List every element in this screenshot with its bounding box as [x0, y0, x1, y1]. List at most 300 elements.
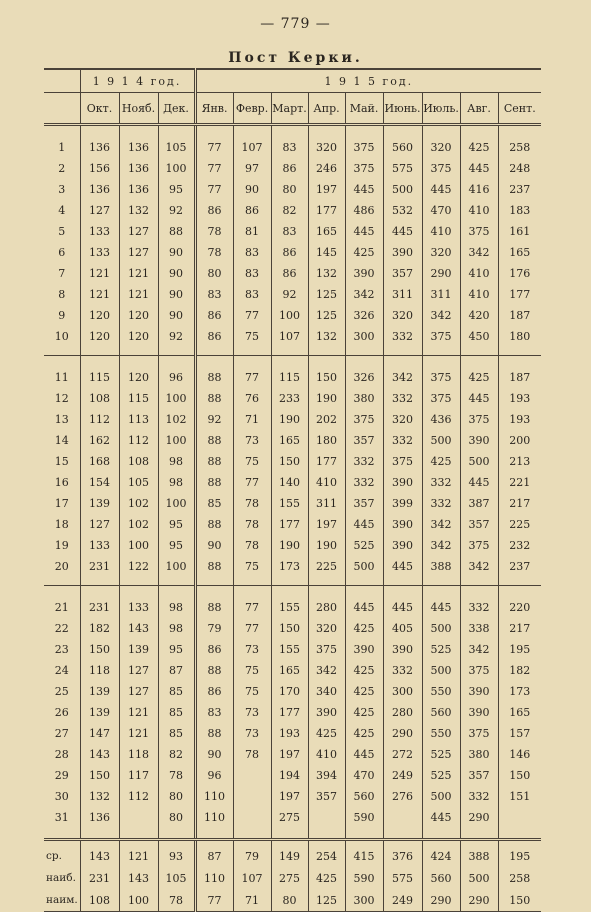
- table-cell: 332: [345, 451, 383, 472]
- table-cell: 110: [195, 807, 233, 840]
- table-cell: 133: [80, 535, 119, 556]
- row-label: 2: [58, 162, 66, 175]
- row-label: 31: [44, 807, 80, 840]
- table-cell: 190: [308, 388, 345, 409]
- table-cell: 390: [308, 702, 345, 723]
- table-cell: 560: [345, 786, 383, 807]
- table-cell: 486: [345, 200, 383, 221]
- table-cell: 118: [80, 660, 119, 681]
- table-cell: 182: [80, 618, 119, 639]
- table-cell: 154: [80, 472, 119, 493]
- row-label: 21: [54, 601, 69, 614]
- table-cell: 95: [158, 639, 195, 660]
- table-cell: 108: [119, 451, 158, 472]
- table-cell: 157: [498, 723, 541, 744]
- table-cell: 143: [80, 840, 119, 868]
- table-cell: 98: [158, 618, 195, 639]
- table-cell: 85: [158, 723, 195, 744]
- table-cell: 272: [383, 744, 422, 765]
- table-cell: 86: [271, 158, 308, 179]
- table-cell: 375: [460, 535, 498, 556]
- table-cell: 162: [80, 430, 119, 451]
- month-header: Июль.: [422, 93, 460, 125]
- table-row: [44, 388, 541, 409]
- table-cell: 357: [383, 263, 422, 284]
- table-cell: [119, 807, 158, 840]
- table-cell: 75: [233, 326, 271, 356]
- table-cell: 100: [158, 388, 195, 409]
- table-cell: 150: [498, 889, 541, 912]
- table-cell: 82: [158, 744, 195, 765]
- header-corner-month: [44, 93, 80, 125]
- table-row: [44, 535, 541, 556]
- table-cell: 332: [383, 430, 422, 451]
- table-cell: 290: [460, 807, 498, 840]
- table-cell: 86: [271, 242, 308, 263]
- table-cell: 280: [383, 702, 422, 723]
- table-cell: 95: [158, 535, 195, 556]
- table-cell: 75: [233, 556, 271, 586]
- table-cell: 127: [119, 221, 158, 242]
- table-cell: 83: [271, 125, 308, 159]
- table-cell: 136: [80, 807, 119, 840]
- table-cell: 380: [460, 744, 498, 765]
- table-cell: 146: [498, 744, 541, 765]
- table-cell: 77: [233, 356, 271, 389]
- table-cell: 117: [119, 765, 158, 786]
- table-cell: 132: [308, 326, 345, 356]
- table-cell: 170: [271, 681, 308, 702]
- table-cell: 445: [422, 807, 460, 840]
- table-cell: 237: [498, 556, 541, 586]
- table-cell: [233, 807, 271, 840]
- table-cell: 86: [195, 681, 233, 702]
- table-cell: 100: [119, 889, 158, 912]
- table-cell: 332: [383, 388, 422, 409]
- table-cell: 550: [422, 681, 460, 702]
- table-cell: 121: [80, 263, 119, 284]
- table-cell: 120: [80, 326, 119, 356]
- table-cell: 98: [158, 451, 195, 472]
- table-cell: 246: [308, 158, 345, 179]
- row-label: ср.: [46, 850, 62, 862]
- table-cell: 83: [195, 284, 233, 305]
- table-cell: 108: [80, 889, 119, 912]
- table-cell: 79: [233, 840, 271, 868]
- table-cell: 88: [158, 221, 195, 242]
- table-cell: 217: [498, 493, 541, 514]
- table-cell: 320: [422, 242, 460, 263]
- row-label: 8: [58, 288, 66, 301]
- row-label: 1: [58, 141, 66, 154]
- table-cell: 136: [119, 158, 158, 179]
- table-cell: 83: [233, 284, 271, 305]
- table-cell: 425: [308, 723, 345, 744]
- table-cell: 180: [308, 430, 345, 451]
- table-cell: 380: [345, 388, 383, 409]
- table-row: [44, 305, 541, 326]
- table-cell: 425: [345, 702, 383, 723]
- table-body: [44, 125, 541, 912]
- table-cell: 195: [498, 639, 541, 660]
- table-cell: 77: [195, 125, 233, 159]
- table-row: [44, 451, 541, 472]
- table-cell: 165: [271, 430, 308, 451]
- table-cell: 133: [80, 242, 119, 263]
- table-cell: 376: [383, 840, 422, 868]
- page-number: — 779 —: [260, 16, 331, 32]
- table-cell: 560: [422, 702, 460, 723]
- table-cell: 110: [195, 867, 233, 889]
- table-cell: 79: [195, 618, 233, 639]
- table-cell: 200: [498, 430, 541, 451]
- table-cell: 500: [422, 430, 460, 451]
- row-label: 13: [54, 413, 69, 426]
- table-cell: 140: [271, 472, 308, 493]
- table-cell: 390: [345, 263, 383, 284]
- row-label: 19: [54, 539, 69, 552]
- table-cell: 147: [80, 723, 119, 744]
- table-cell: 375: [460, 221, 498, 242]
- table-cell: 125: [308, 284, 345, 305]
- table-cell: 500: [422, 660, 460, 681]
- table-cell: 258: [498, 125, 541, 159]
- row-label: 6: [58, 246, 66, 259]
- row-label: 12: [54, 392, 69, 405]
- table-cell: 375: [422, 356, 460, 389]
- table-cell: 120: [119, 356, 158, 389]
- table-cell: 80: [195, 263, 233, 284]
- table-cell: 132: [119, 200, 158, 221]
- table-cell: 425: [460, 356, 498, 389]
- table-cell: 410: [460, 200, 498, 221]
- row-label: 7: [58, 267, 66, 280]
- table-cell: 276: [383, 786, 422, 807]
- table-cell: 177: [308, 200, 345, 221]
- table-cell: 445: [460, 472, 498, 493]
- table-cell: 90: [158, 284, 195, 305]
- table-cell: 326: [345, 305, 383, 326]
- table-cell: 77: [195, 179, 233, 200]
- row-label: 14: [54, 434, 69, 447]
- table-cell: 425: [422, 451, 460, 472]
- row-label: 18: [54, 518, 69, 531]
- table-cell: 445: [345, 514, 383, 535]
- table-cell: 470: [422, 200, 460, 221]
- table-cell: 77: [233, 618, 271, 639]
- table-cell: 425: [345, 723, 383, 744]
- table-cell: [383, 807, 422, 840]
- table-cell: 139: [119, 639, 158, 660]
- table-cell: 500: [345, 556, 383, 586]
- table-cell: 550: [422, 723, 460, 744]
- table-cell: 115: [119, 388, 158, 409]
- table-cell: 560: [383, 125, 422, 159]
- table-cell: 249: [383, 765, 422, 786]
- table-cell: 143: [119, 618, 158, 639]
- table-cell: 248: [498, 158, 541, 179]
- table-cell: 100: [158, 158, 195, 179]
- row-label: 24: [54, 664, 69, 677]
- table-cell: 525: [422, 765, 460, 786]
- table-cell: 193: [498, 409, 541, 430]
- table-cell: 190: [271, 535, 308, 556]
- table-cell: 120: [119, 305, 158, 326]
- table-cell: 78: [233, 493, 271, 514]
- table-cell: 73: [233, 430, 271, 451]
- table-cell: 77: [195, 158, 233, 179]
- table-cell: 390: [345, 639, 383, 660]
- table-cell: 78: [233, 744, 271, 765]
- table-cell: 90: [158, 305, 195, 326]
- table-cell: 127: [80, 514, 119, 535]
- table-cell: 375: [422, 326, 460, 356]
- table-row: [44, 493, 541, 514]
- table-cell: 80: [158, 807, 195, 840]
- table-cell: 375: [460, 409, 498, 430]
- table-cell: 450: [460, 326, 498, 356]
- table-cell: 390: [383, 639, 422, 660]
- table-cell: 375: [383, 451, 422, 472]
- table-cell: 90: [195, 744, 233, 765]
- table-cell: 425: [345, 660, 383, 681]
- table-cell: 177: [308, 451, 345, 472]
- table-cell: 98: [158, 472, 195, 493]
- table-cell: 445: [383, 586, 422, 619]
- table-cell: 139: [80, 702, 119, 723]
- table-cell: 100: [119, 535, 158, 556]
- table-cell: 102: [119, 493, 158, 514]
- table-cell: 300: [345, 326, 383, 356]
- table-row: [44, 221, 541, 242]
- table-cell: 165: [308, 221, 345, 242]
- table-cell: 425: [345, 242, 383, 263]
- table-cell: 78: [195, 242, 233, 263]
- table-cell: 332: [460, 586, 498, 619]
- table-cell: 590: [345, 807, 383, 840]
- table-cell: 83: [195, 702, 233, 723]
- table-cell: 155: [271, 639, 308, 660]
- table-cell: 424: [422, 840, 460, 868]
- table-cell: 290: [422, 263, 460, 284]
- table-cell: 118: [119, 744, 158, 765]
- table-cell: 112: [80, 409, 119, 430]
- table-cell: 108: [80, 388, 119, 409]
- table-cell: 150: [498, 765, 541, 786]
- table-cell: 387: [460, 493, 498, 514]
- table-cell: 500: [422, 618, 460, 639]
- table-cell: 96: [158, 356, 195, 389]
- row-label: 28: [54, 748, 69, 761]
- table-cell: 86: [195, 305, 233, 326]
- table-cell: 120: [80, 305, 119, 326]
- table-cell: 342: [460, 639, 498, 660]
- row-label: 4: [58, 204, 66, 217]
- table-cell: 195: [498, 840, 541, 868]
- table-cell: 425: [345, 681, 383, 702]
- table-cell: 121: [80, 284, 119, 305]
- table-cell: 300: [383, 681, 422, 702]
- table-cell: 445: [345, 179, 383, 200]
- table-row: [44, 786, 541, 807]
- table-cell: 71: [233, 889, 271, 912]
- table-cell: [498, 807, 541, 840]
- table-cell: 121: [119, 702, 158, 723]
- table-cell: 88: [195, 388, 233, 409]
- table-cell: 231: [80, 556, 119, 586]
- table-cell: 420: [460, 305, 498, 326]
- table-cell: 120: [119, 326, 158, 356]
- table-cell: 405: [383, 618, 422, 639]
- table-cell: 121: [119, 840, 158, 868]
- table-cell: 136: [80, 125, 119, 159]
- table-cell: 311: [422, 284, 460, 305]
- table-row: [44, 200, 541, 221]
- month-header: Дек.: [158, 93, 195, 125]
- row-label: 15: [54, 455, 69, 468]
- month-header: Апр.: [308, 93, 345, 125]
- table-cell: 197: [271, 744, 308, 765]
- table-cell: 92: [271, 284, 308, 305]
- table-cell: 342: [308, 660, 345, 681]
- table-cell: 92: [158, 326, 195, 356]
- table-cell: 220: [498, 586, 541, 619]
- table-cell: 445: [460, 388, 498, 409]
- table-cell: 112: [119, 786, 158, 807]
- table-cell: 82: [271, 200, 308, 221]
- table-cell: 95: [158, 179, 195, 200]
- table-cell: 357: [345, 493, 383, 514]
- table-cell: 133: [80, 221, 119, 242]
- table-cell: 77: [195, 889, 233, 912]
- table-cell: 136: [119, 179, 158, 200]
- table-cell: 75: [233, 660, 271, 681]
- row-label: 29: [54, 769, 69, 782]
- table-cell: 425: [345, 618, 383, 639]
- table-cell: 127: [80, 200, 119, 221]
- row-label: 20: [44, 556, 80, 586]
- table-cell: 86: [195, 326, 233, 356]
- table-cell: 340: [308, 681, 345, 702]
- table-cell: 115: [80, 356, 119, 389]
- table-cell: 425: [308, 867, 345, 889]
- table-cell: 86: [233, 200, 271, 221]
- table-row: [44, 326, 541, 356]
- header-corner: [44, 69, 80, 93]
- table-cell: 225: [498, 514, 541, 535]
- table-cell: 78: [195, 221, 233, 242]
- year-1914-header: 1 9 1 4 год.: [80, 69, 195, 93]
- table-cell: 77: [233, 472, 271, 493]
- table-cell: 143: [80, 744, 119, 765]
- row-label: 27: [54, 727, 69, 740]
- row-label: 16: [54, 476, 69, 489]
- table-cell: 311: [383, 284, 422, 305]
- table-cell: 107: [271, 326, 308, 356]
- month-header: Сент.: [498, 93, 541, 125]
- row-label: 25: [54, 685, 69, 698]
- table-cell: 78: [158, 765, 195, 786]
- month-header: Янв.: [195, 93, 233, 125]
- table-cell: 500: [422, 786, 460, 807]
- table-cell: 342: [460, 556, 498, 586]
- discharge-table: [44, 68, 541, 912]
- table-cell: 165: [498, 242, 541, 263]
- table-cell: 342: [422, 535, 460, 556]
- table-cell: 105: [158, 125, 195, 159]
- table-cell: 197: [271, 786, 308, 807]
- row-label: наиб.: [46, 872, 76, 884]
- table-cell: 190: [308, 535, 345, 556]
- month-header: Февр.: [233, 93, 271, 125]
- table-row: [44, 723, 541, 744]
- table-cell: 92: [195, 409, 233, 430]
- table-cell: 300: [345, 889, 383, 912]
- table-cell: 375: [422, 388, 460, 409]
- table-cell: 150: [271, 618, 308, 639]
- table-cell: 88: [195, 356, 233, 389]
- row-label: 22: [54, 622, 69, 635]
- table-cell: 177: [271, 514, 308, 535]
- table-cell: 156: [80, 158, 119, 179]
- table-cell: 165: [498, 702, 541, 723]
- table-cell: 127: [119, 660, 158, 681]
- table-row: [44, 765, 541, 786]
- month-header: Окт.: [80, 93, 119, 125]
- table-cell: 121: [119, 723, 158, 744]
- table-cell: 375: [460, 723, 498, 744]
- table-cell: 375: [460, 660, 498, 681]
- table-cell: 96: [195, 765, 233, 786]
- table-cell: 320: [308, 618, 345, 639]
- table-cell: 125: [308, 889, 345, 912]
- table-cell: 213: [498, 451, 541, 472]
- table-cell: 102: [119, 514, 158, 535]
- table-cell: 161: [498, 221, 541, 242]
- table-cell: 332: [383, 326, 422, 356]
- table-cell: 332: [422, 472, 460, 493]
- table-cell: 320: [383, 409, 422, 430]
- table-cell: 125: [308, 305, 345, 326]
- table-cell: 388: [460, 840, 498, 868]
- table-cell: 183: [498, 200, 541, 221]
- table-cell: 187: [498, 356, 541, 389]
- table-cell: 500: [460, 451, 498, 472]
- table-cell: 115: [271, 356, 308, 389]
- row-label: 10: [44, 326, 80, 356]
- table-cell: 133: [119, 586, 158, 619]
- table-cell: 88: [195, 723, 233, 744]
- table-cell: 290: [460, 889, 498, 912]
- table-cell: 150: [80, 639, 119, 660]
- table-cell: 127: [119, 681, 158, 702]
- table-row: [44, 660, 541, 681]
- table-cell: 105: [158, 867, 195, 889]
- table-cell: 342: [422, 305, 460, 326]
- table-cell: 176: [498, 263, 541, 284]
- summary-row: [44, 840, 541, 868]
- table-cell: 332: [422, 493, 460, 514]
- table-cell: 332: [383, 660, 422, 681]
- table-cell: 139: [80, 681, 119, 702]
- table-cell: 97: [233, 158, 271, 179]
- row-label: 30: [54, 790, 69, 803]
- table-cell: 151: [498, 786, 541, 807]
- table-cell: 88: [195, 472, 233, 493]
- table-cell: 107: [233, 125, 271, 159]
- table-cell: 357: [460, 765, 498, 786]
- table-cell: 197: [308, 514, 345, 535]
